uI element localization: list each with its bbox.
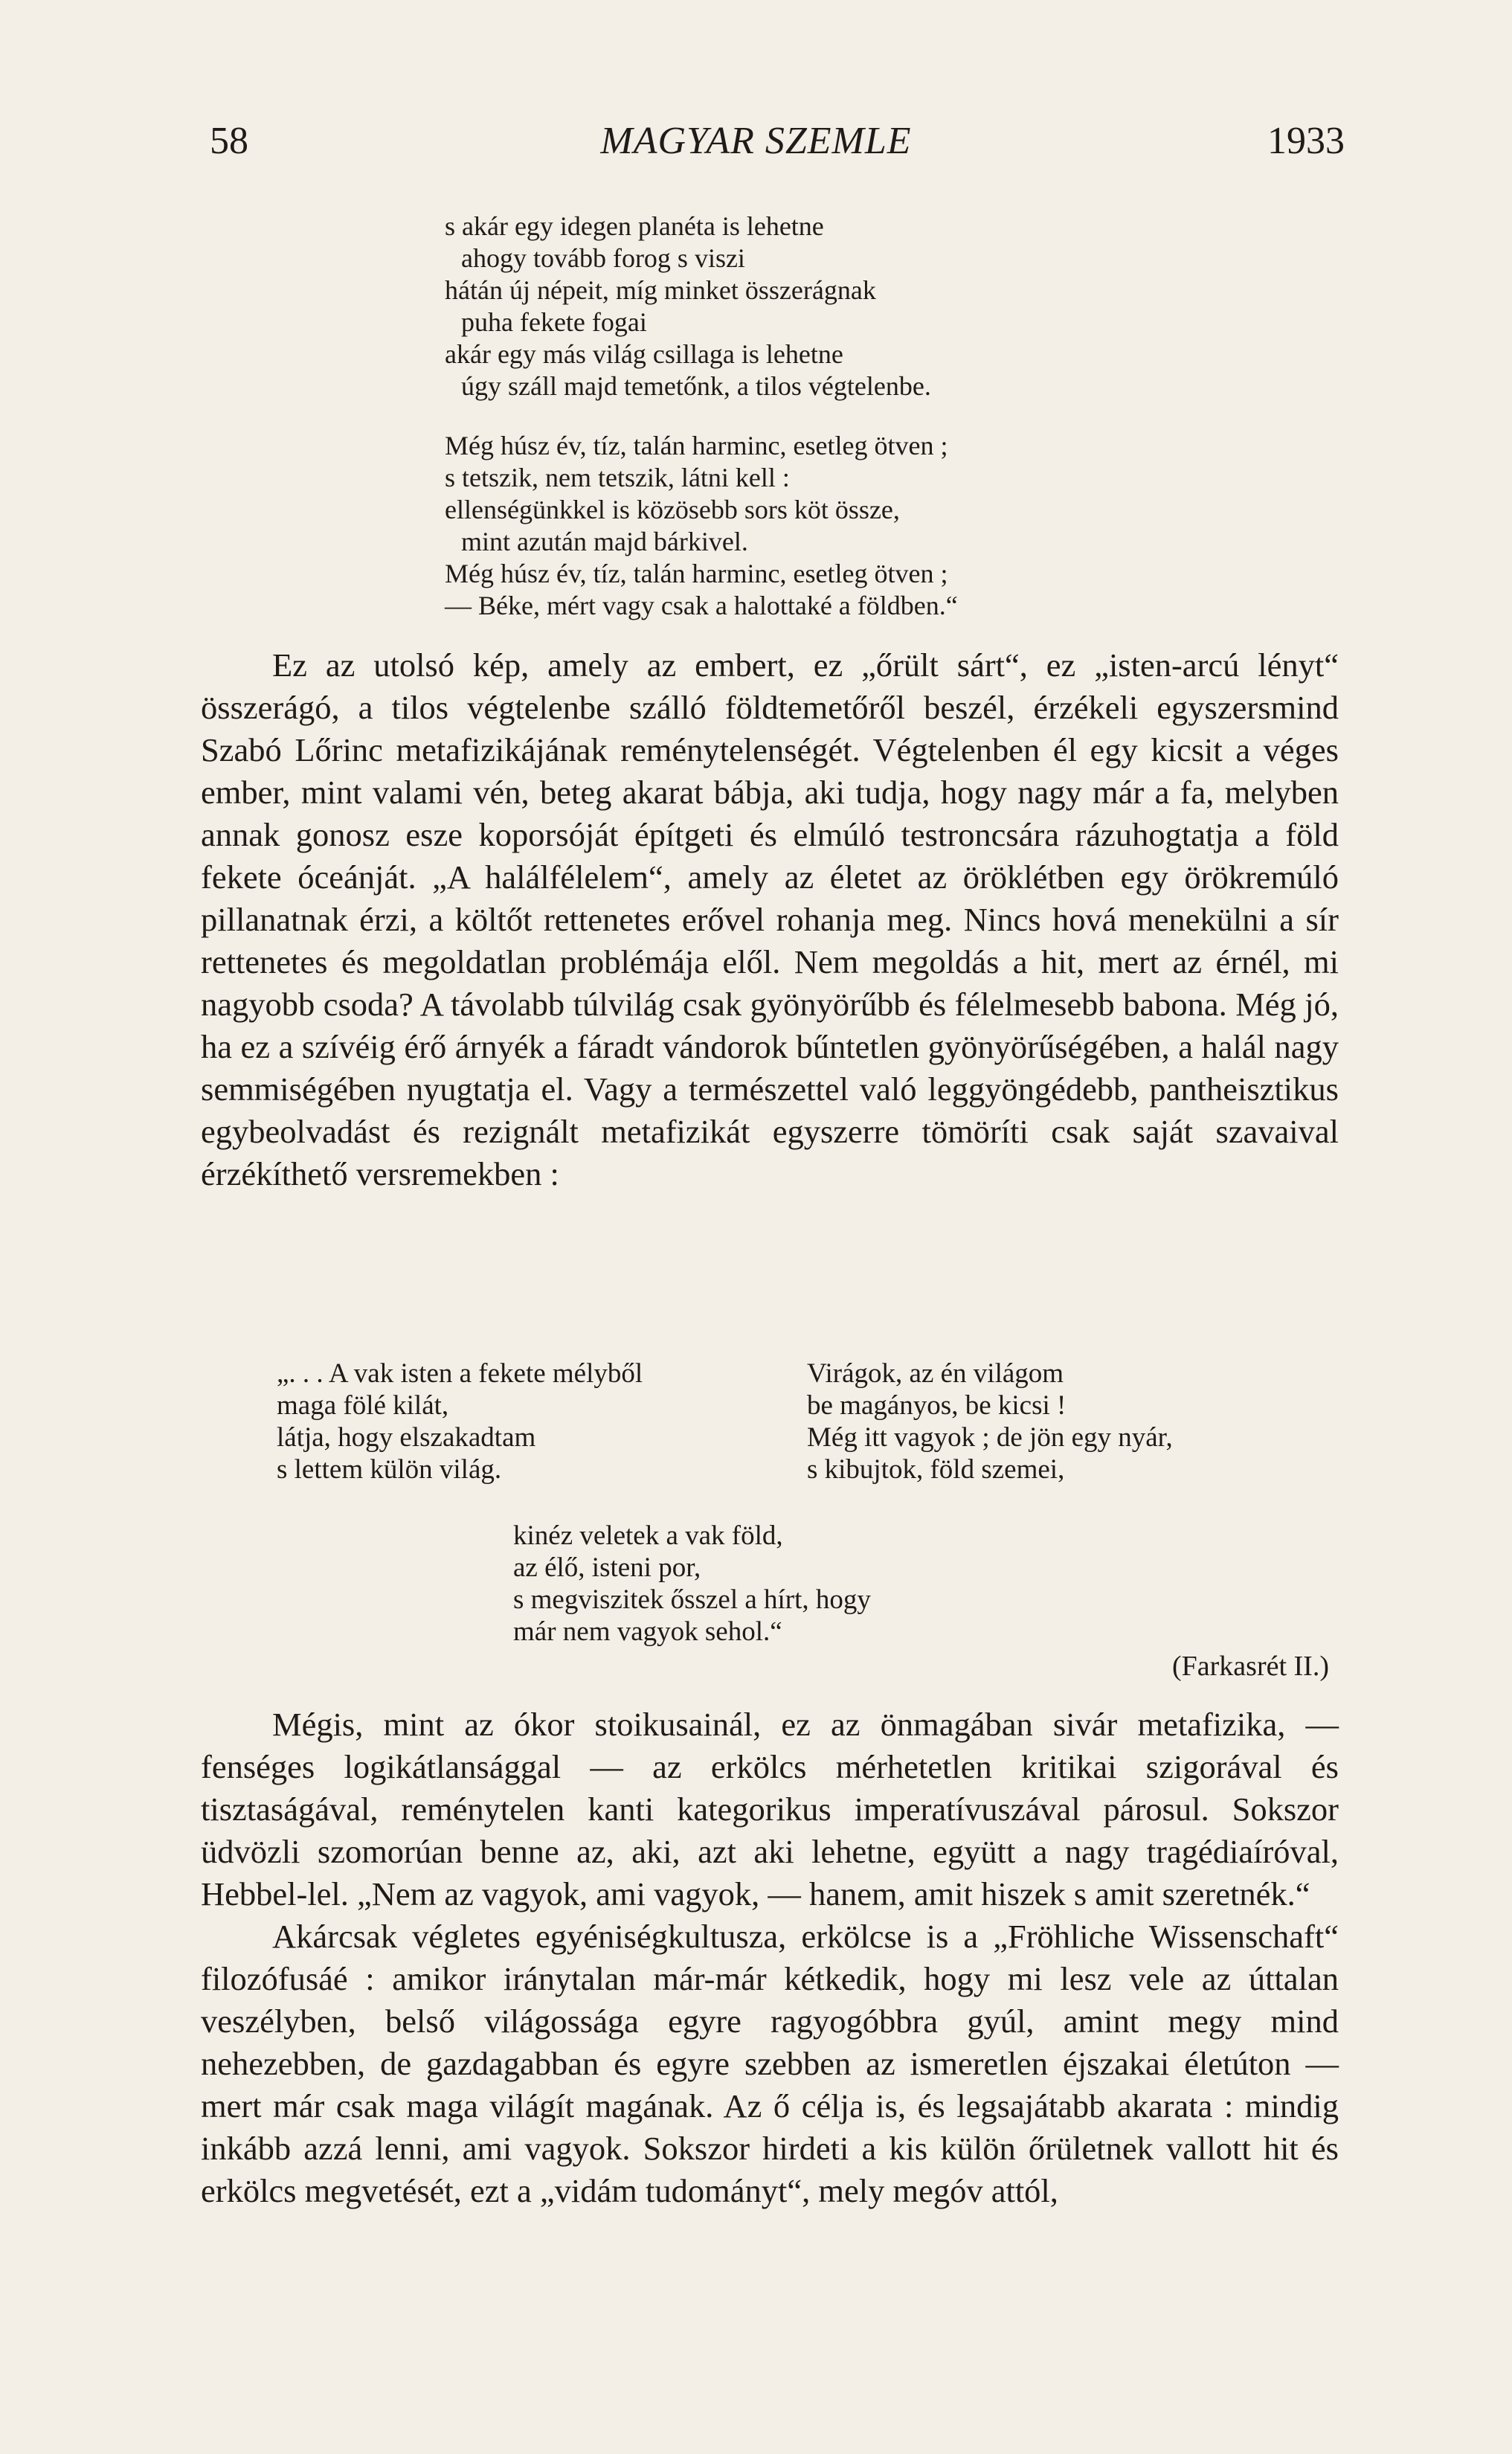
verse-line: Még itt vagyok ; de jön egy nyár,	[807, 1422, 1173, 1453]
verse-line: mint azután majd bárkivel.	[461, 527, 748, 556]
verse-line: maga fölé kilát,	[277, 1390, 449, 1421]
verse-line: s kibujtok, föld szemei,	[807, 1454, 1065, 1485]
verse-line: látja, hogy elszakadtam	[277, 1422, 536, 1453]
paragraph: Mégis, mint az ókor stoikusainál, ez az önmagában sivár metafizika, — fenséges logikátlansággal — az erkölcs mérhetetlen kritikai szigorával és tisztaságával, reménytelen kanti kategorikus imperatívuszával párosul. Sokszor üdvözli szomorúan benne az, aki, azt aki lehetne, együtt a nagy tragédiaíróval, Hebbel-lel. „Nem az vagyok, ami vagyok, — hanem, amit hiszek s amit szeretnék.“	[201, 1706, 1339, 1912]
verse-line: úgy száll majd temetőnk, a tilos végtelenbe.	[461, 371, 931, 401]
verse-top	[445, 211, 931, 402]
verse-line: s akár egy idegen planéta is lehetne	[445, 211, 824, 241]
verse-line: ellenségünkkel is közösebb sors köt össze,	[445, 495, 900, 524]
prose-block-2	[201, 1703, 1339, 2212]
verse-column-right	[807, 1358, 1173, 1485]
verse-line: Még húsz év, tíz, talán harminc, esetleg ötven ;	[445, 559, 948, 588]
verse-line: s lettem külön világ.	[277, 1454, 502, 1485]
verse-column-left	[277, 1358, 643, 1485]
verse-bottom	[513, 1520, 871, 1648]
verse-line: puha fekete fogai	[461, 307, 647, 337]
year: 1933	[1267, 120, 1345, 162]
page-number: 58	[210, 120, 248, 162]
verse-line: s tetszik, nem tetszik, látni kell :	[445, 463, 790, 492]
verse-line: akár egy más világ csillaga is lehetne	[445, 339, 843, 369]
verse-line: „. . . A vak isten a fekete mélyből	[277, 1358, 643, 1389]
verse-line: az élő, isteni por,	[513, 1552, 701, 1583]
verse-line: — Béke, mért vagy csak a halottaké a földben.“	[445, 591, 958, 620]
verse-line: hátán új népeit, míg minket összerágnak	[445, 275, 876, 305]
verse-line: már nem vagyok sehol.“	[513, 1616, 782, 1647]
verse-source: (Farkasrét II.)	[1171, 1651, 1329, 1682]
paragraph: Akárcsak végletes egyéniségkultusza, erkölcse is a „Fröhliche Wissenschaft“ filozófusáé : amikor iránytalan már-már kétkedik, hogy mi lesz vele az úttalan veszélyben, belső világossága egyre ragyogóbbra gyúl, amint megy mind nehezebben, de gazdagabban és egyre szebben az ismeretlen éjszakai életúton — mert már csak maga világít magának. Az ő célja is, és legsajátabb akarata : mindig inkább azzá lenni, ami vagyok. Sokszor hirdeti a kis külön őrületnek vallott hit és erkölcs megvetését, ezt a „vidám tudományt“, mely megóv attól,	[201, 1918, 1339, 2209]
verse-line: kinéz veletek a vak föld,	[513, 1520, 783, 1551]
paragraph: Ez az utolsó kép, amely az embert, ez „őrült sárt“, ez „isten-arcú lényt“ összerágó, a tilos végtelenbe szálló földtemetőről beszél, érzékeli egyszersmind Szabó Lőrinc metafizikájának reménytelenségét. Végtelenben él egy kicsit a véges ember, mint valami vén, beteg akarat bábja, aki tudja, hogy nagy már a fa, melyben annak gonosz esze koporsóját építgeti és elmúló testroncsára rázuhogtatja a föld fekete óceánját. „A halálfélelem“, amely az életet az öröklétben egy örökremúló pillanatnak érzi, a költőt rettenetes erővel rohanja meg. Nincs hová menekülni a sír rettenetes és megoldatlan problémája elől. Nem megoldás a hit, mert az érnél, mi nagyobb csoda? A távolabb túlvilág csak gyönyörűbb és félelmesebb babona. Még jó, ha ez a szívéig érő árnyék a fáradt vándorok bűntetlen gyönyörűségében, a halál nagy semmiségében nyugtatja el. Vagy a természettel való leggyöngédebb, pantheisztikus egybeolvadást és rezignált metafizikát egyszerre tömöríti csak saját szavaival érzékíthető versremekben :	[201, 646, 1339, 1192]
verse-line: ahogy tovább forog s viszi	[461, 243, 745, 273]
verse-line: Virágok, az én világom	[807, 1358, 1064, 1389]
verse-line: s megviszitek ősszel a hírt, hogy	[513, 1584, 871, 1615]
verse-line: Még húsz év, tíz, talán harminc, esetleg ötven ;	[445, 431, 948, 460]
verse-line: be magányos, be kicsi !	[807, 1390, 1067, 1421]
prose-block-1	[201, 644, 1339, 1195]
running-title: MAGYAR SZEMLE	[600, 120, 912, 162]
verse-second	[445, 430, 958, 622]
